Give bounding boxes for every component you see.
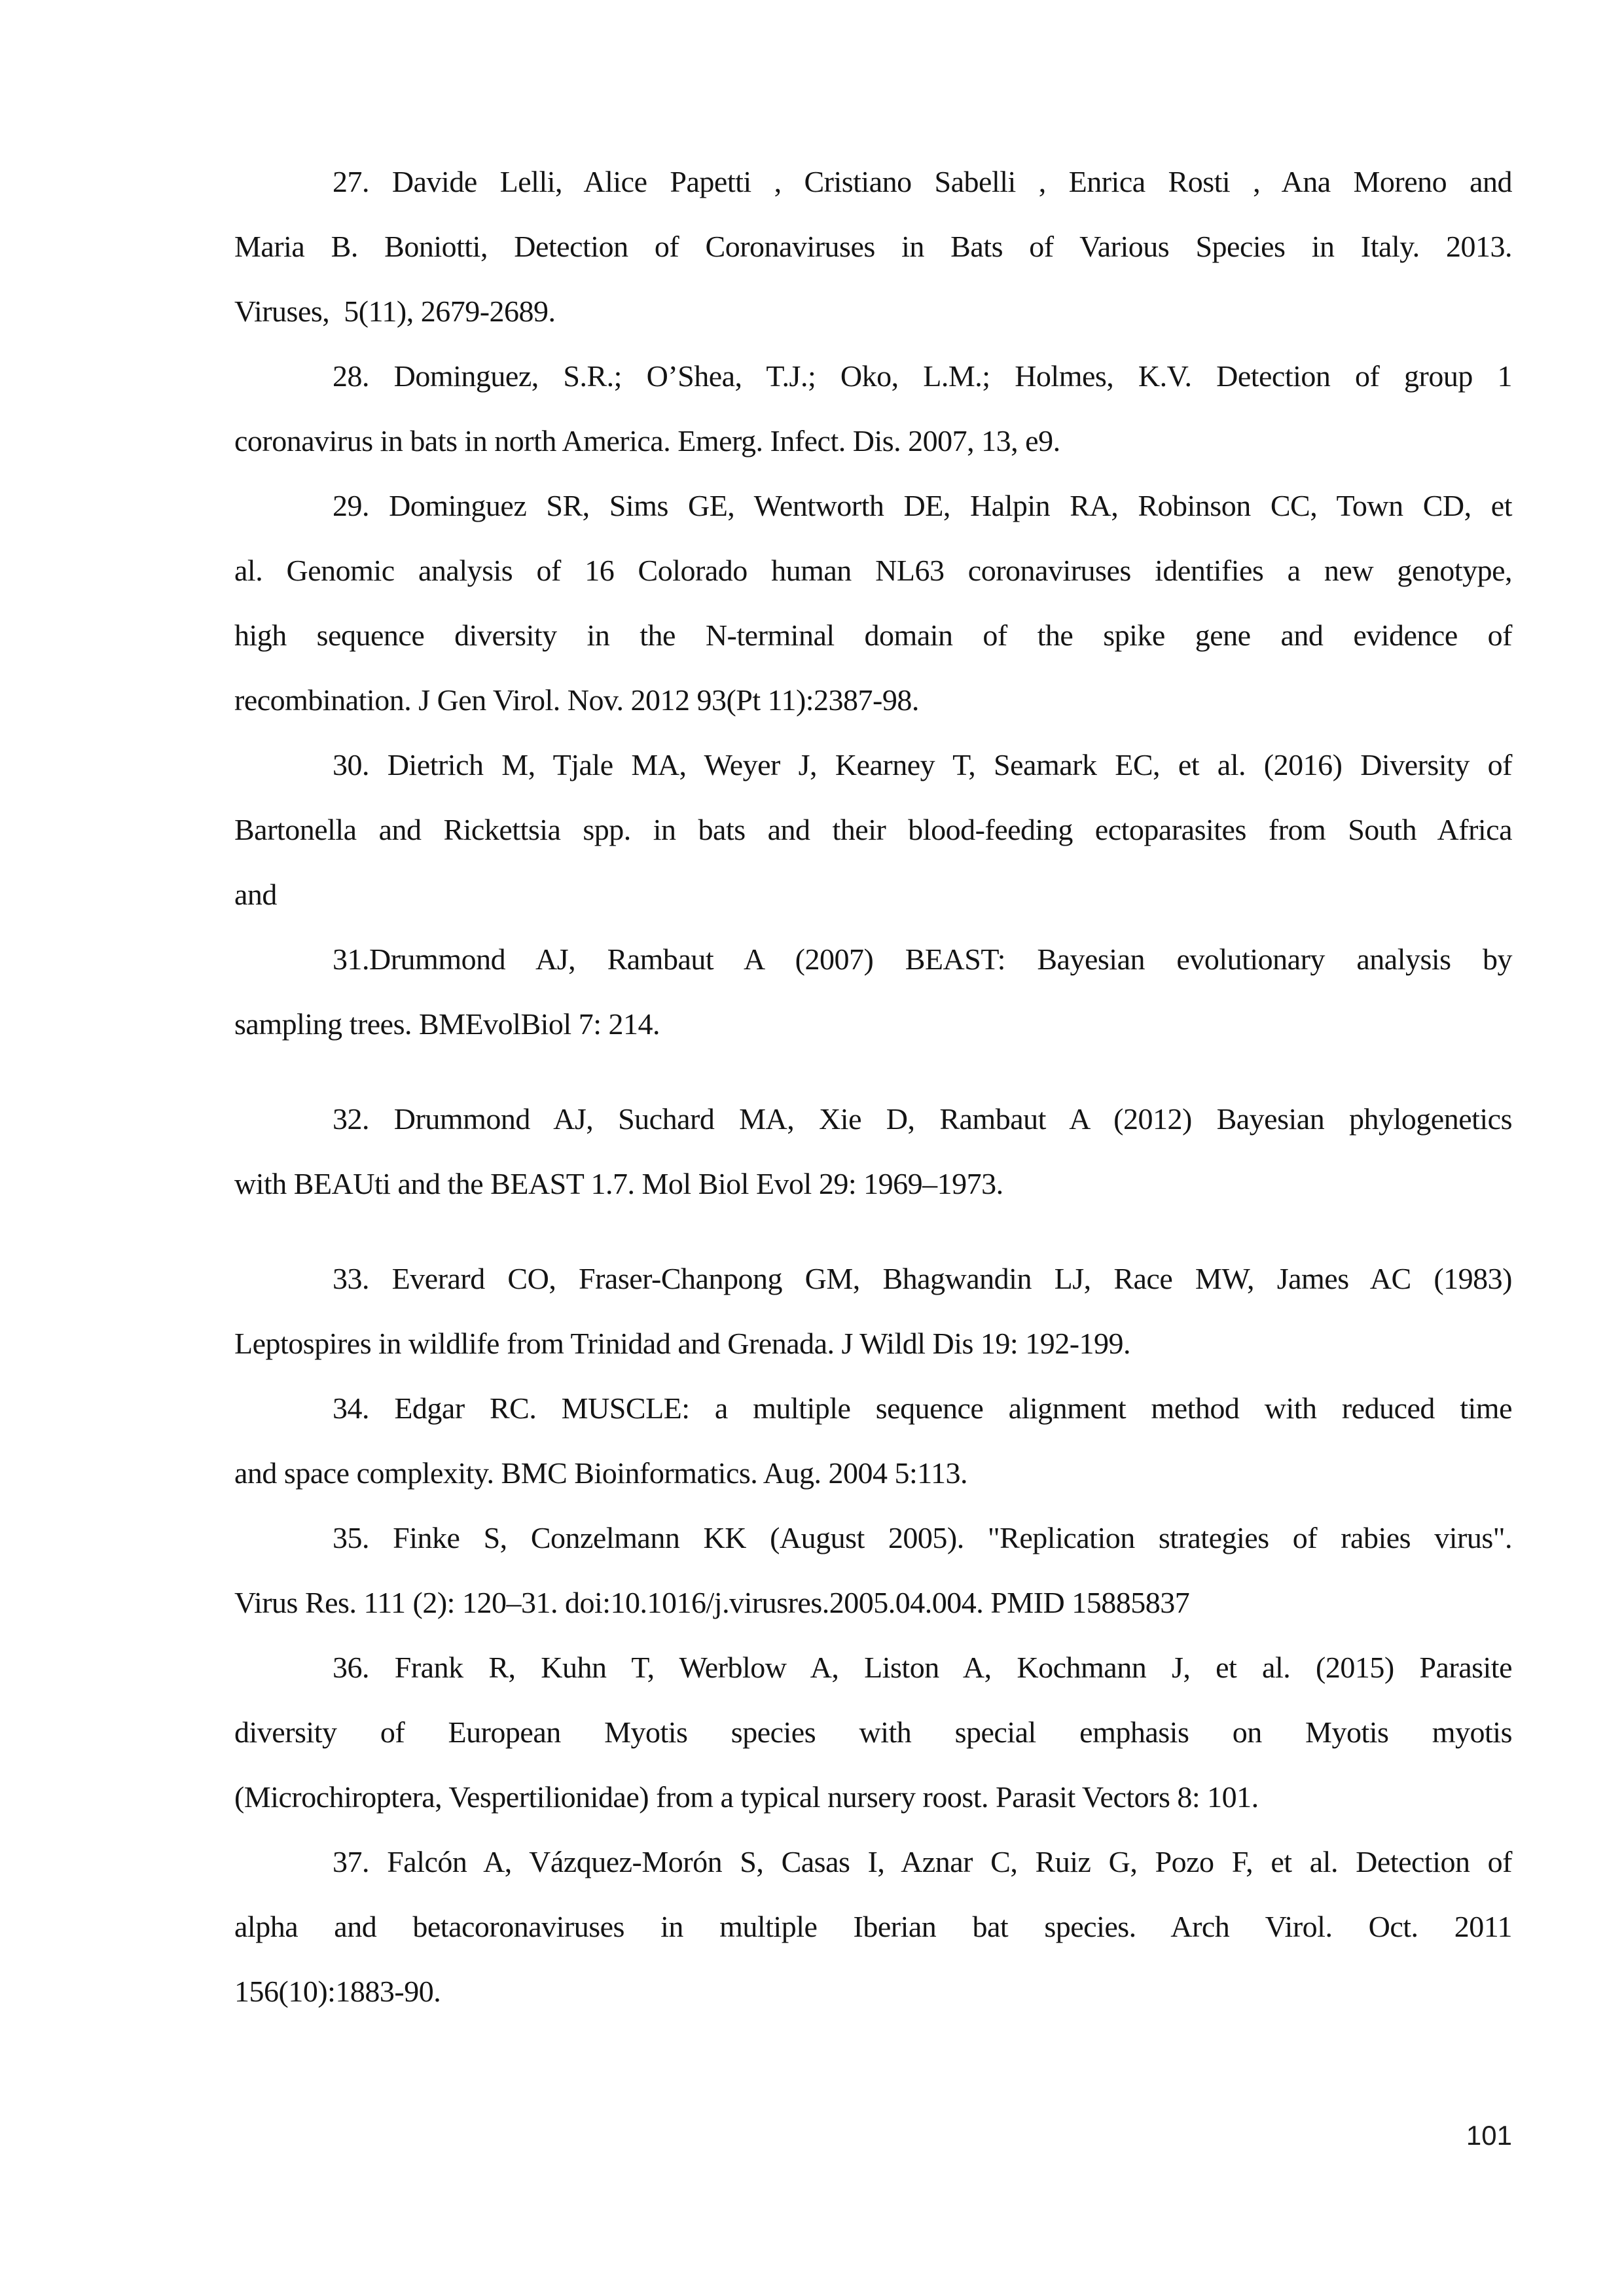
reference-27 <box>234 149 1512 344</box>
reference-line: 33. Everard CO, Fraser-Chanpong GM, Bhagwandin LJ, Race MW, James AC (1983) <box>333 1262 1512 1295</box>
reference-29 <box>234 473 1512 732</box>
reference-line: 37. Falcón A, Vázquez-Morón S, Casas I, Aznar C, Ruiz G, Pozo F, et al. Detection of <box>333 1845 1512 1878</box>
reference-line: 28. Dominguez, S.R.; O’Shea, T.J.; Oko, L.M.; Holmes, K.V. Detection of group 1 <box>333 359 1512 393</box>
reference-line: and space complexity. BMC Bioinformatics. Aug. 2004 5:113. <box>234 1456 968 1490</box>
reference-line: 35. Finke S, Conzelmann KK (August 2005). "Replication strategies of rabies virus". <box>333 1521 1512 1554</box>
reference-line: Virus Res. 111 (2): 120–31. doi:10.1016/j.virusres.2005.04.004. PMID 15885837 <box>234 1586 1190 1619</box>
reference-line: Maria B. Boniotti, Detection of Coronaviruses in Bats of Various Species in Italy. 2013. <box>234 230 1512 263</box>
reference-line: 30. Dietrich M, Tjale MA, Weyer J, Kearney T, Seamark EC, et al. (2016) Diversity of <box>333 748 1512 781</box>
reference-line: Leptospires in wildlife from Trinidad and Grenada. J Wildl Dis 19: 192-199. <box>234 1327 1131 1360</box>
reference-line: 32. Drummond AJ, Suchard MA, Xie D, Rambaut A (2012) Bayesian phylogenetics <box>333 1102 1512 1136</box>
references-list <box>234 149 1512 2024</box>
reference-37 <box>234 1829 1512 2024</box>
reference-33 <box>234 1246 1512 1376</box>
reference-line: with BEAUti and the BEAST 1.7. Mol Biol Evol 29: 1969–1973. <box>234 1167 1003 1200</box>
reference-line: recombination. J Gen Virol. Nov. 2012 93(Pt 11):2387-98. <box>234 683 919 717</box>
reference-34 <box>234 1376 1512 1505</box>
reference-line: 36. Frank R, Kuhn T, Werblow A, Liston A, Kochmann J, et al. (2015) Parasite <box>333 1651 1512 1684</box>
reference-line: 31.Drummond AJ, Rambaut A (2007) BEAST: Bayesian evolutionary analysis by <box>333 942 1512 976</box>
reference-28 <box>234 344 1512 473</box>
reference-30 <box>234 732 1512 927</box>
reference-line: high sequence diversity in the N-terminal domain of the spike gene and evidence of <box>234 619 1512 652</box>
reference-36 <box>234 1635 1512 1829</box>
reference-line: (Microchiroptera, Vespertilionidae) from a typical nursery roost. Parasit Vectors 8: 101. <box>234 1780 1259 1814</box>
reference-31 <box>234 927 1512 1056</box>
reference-line: diversity of European Myotis species with special emphasis on Myotis myotis <box>234 1715 1512 1749</box>
reference-line: 27. Davide Lelli, Alice Papetti , Cristiano Sabelli , Enrica Rosti , Ana Moreno and <box>333 165 1512 198</box>
reference-line: al. Genomic analysis of 16 Colorado human NL63 coronaviruses identifies a new genotype, <box>234 554 1512 587</box>
reference-35 <box>234 1505 1512 1635</box>
reference-line: Viruses, 5(11), 2679-2689. <box>234 295 556 328</box>
reference-line: sampling trees. BMEvolBiol 7: 214. <box>234 1007 660 1041</box>
reference-line: 34. Edgar RC. MUSCLE: a multiple sequence alignment method with reduced time <box>333 1391 1512 1425</box>
reference-32 <box>234 1086 1512 1216</box>
reference-line: 29. Dominguez SR, Sims GE, Wentworth DE, Halpin RA, Robinson CC, Town CD, et <box>333 489 1512 522</box>
reference-line: Bartonella and Rickettsia spp. in bats and their blood-feeding ectoparasites from South Africa <box>234 813 1512 846</box>
reference-line: and <box>234 878 277 911</box>
reference-line: 156(10):1883-90. <box>234 1975 441 2008</box>
reference-line: alpha and betacoronaviruses in multiple Iberian bat species. Arch Virol. Oct. 2011 <box>234 1910 1512 1943</box>
page-number: 101 <box>1466 2120 1512 2151</box>
reference-line: coronavirus in bats in north America. Emerg. Infect. Dis. 2007, 13, e9. <box>234 424 1060 457</box>
